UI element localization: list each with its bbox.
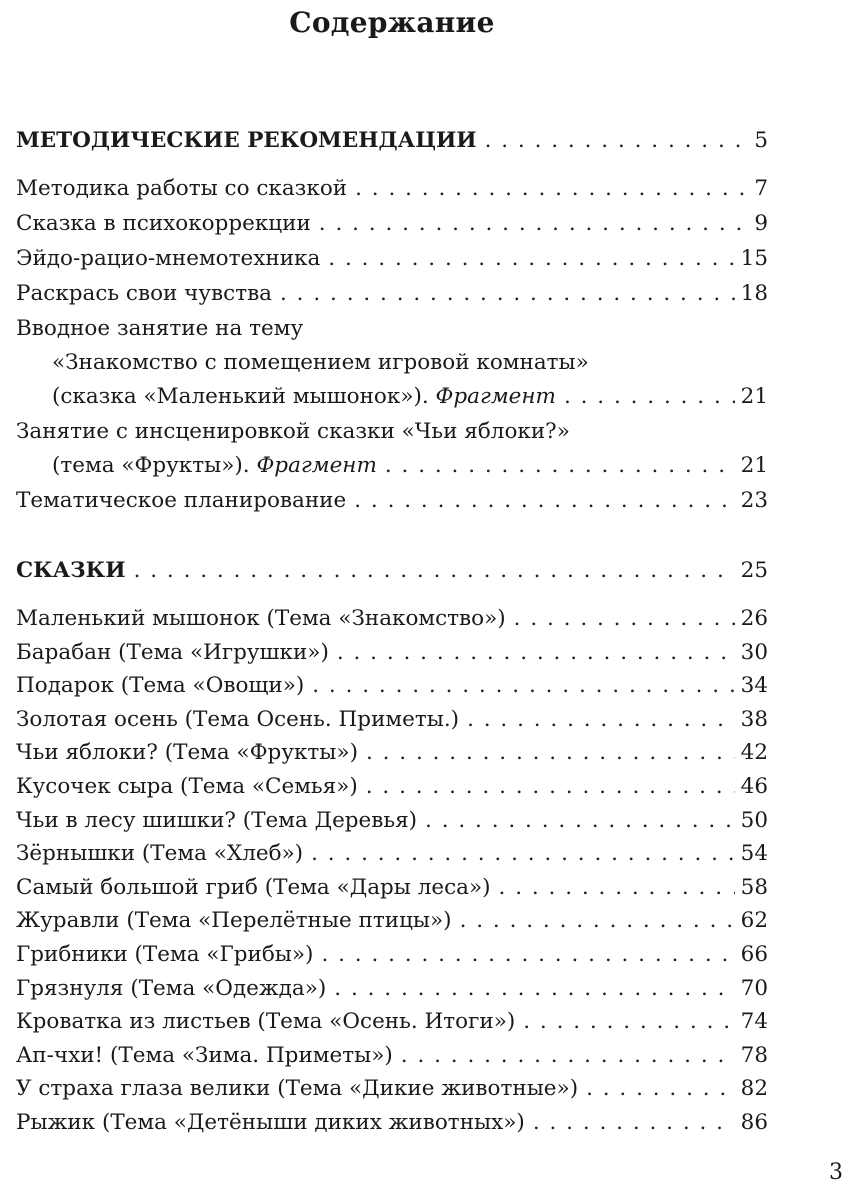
toc-entry[interactable] — [16, 1005, 768, 1039]
toc-entry-label: Зёрнышки (Тема «Хлеб») — [16, 841, 304, 867]
toc-page-number: 74 — [740, 1009, 768, 1035]
dot-leader — [499, 871, 735, 905]
dot-leader — [337, 636, 735, 670]
dot-leader — [319, 207, 749, 241]
page-title: Содержание — [289, 6, 495, 39]
toc-entry-staging-line1[interactable]: Занятие с инсценировкой сказки «Чьи яблоки?» — [16, 419, 570, 444]
dot-leader — [366, 770, 735, 804]
toc-entry[interactable] — [16, 277, 768, 311]
toc-page-number: 46 — [740, 774, 768, 799]
dot-leader — [354, 484, 734, 518]
dot-leader — [366, 736, 735, 770]
toc-entry-label: Раскрась свои чувства — [16, 281, 273, 306]
toc-entry[interactable] — [16, 1106, 768, 1140]
dot-leader — [425, 804, 735, 838]
dot-leader — [311, 837, 735, 871]
dot-leader — [280, 277, 735, 311]
toc-page-number: 86 — [740, 1110, 768, 1135]
toc-page-number: 62 — [740, 908, 768, 934]
toc-page-number: 15 — [740, 246, 768, 271]
toc-entry-label — [52, 380, 556, 414]
toc-page-number: 70 — [740, 975, 768, 1001]
dot-leader — [334, 972, 734, 1006]
toc-heading-label: СКАЗКИ — [16, 558, 126, 583]
toc-page-number: 26 — [740, 606, 768, 631]
dot-leader — [385, 449, 735, 483]
dot-leader — [485, 124, 749, 158]
toc-entry[interactable] — [16, 242, 768, 276]
toc-page-number: 34 — [740, 673, 768, 699]
toc-entry[interactable] — [16, 837, 768, 871]
dot-leader — [467, 703, 735, 737]
toc-entry-intro-line1[interactable]: Вводное занятие на тему — [16, 316, 304, 341]
toc-heading-label: МЕТОДИЧЕСКИЕ РЕКОМЕНДАЦИИ — [16, 128, 477, 153]
toc-entry-italic: Фрагмент — [435, 384, 556, 409]
toc-entry-label: Рыжик (Тема «Детёныши диких животных») — [16, 1110, 525, 1135]
toc-entry[interactable] — [16, 871, 768, 905]
dot-leader — [401, 1039, 735, 1073]
toc-section-heading-tales[interactable] — [16, 554, 768, 588]
dot-leader — [533, 1106, 735, 1140]
toc-page-number: 30 — [740, 639, 768, 665]
toc-entry-label: Грязнуля (Тема «Одежда») — [16, 975, 327, 1001]
toc-page-number: 23 — [740, 488, 768, 513]
toc-entry[interactable] — [16, 1039, 768, 1073]
dot-leader — [586, 1072, 735, 1106]
toc-entry[interactable] — [16, 602, 768, 636]
toc-entry-label: Методика работы со сказкой — [16, 176, 348, 201]
toc-entry-label: Самый большой гриб (Тема «Дары леса») — [16, 874, 491, 900]
toc-entry-intro-line3[interactable] — [16, 380, 768, 414]
toc-entry[interactable] — [16, 172, 768, 206]
toc-entry-label: Сказка в психокоррекции — [16, 211, 311, 236]
toc-entry[interactable] — [16, 770, 768, 804]
toc-page-number: 38 — [740, 706, 768, 732]
toc-entry-intro-line2[interactable]: «Знакомство с помещением игровой комнаты» — [52, 350, 589, 375]
toc-entry-label: Барабан (Тема «Игрушки») — [16, 639, 329, 665]
toc-entry[interactable] — [16, 938, 768, 972]
toc-entry[interactable] — [16, 904, 768, 938]
toc-page-number: 78 — [740, 1042, 768, 1068]
toc-entry-label — [52, 449, 377, 483]
toc-page-number: 58 — [740, 874, 768, 900]
toc-entry-italic: Фрагмент — [256, 453, 377, 478]
toc-entry[interactable] — [16, 636, 768, 670]
toc-entry-label: Грибники (Тема «Грибы») — [16, 942, 314, 967]
toc-page-number: 7 — [754, 176, 768, 201]
dot-leader — [134, 554, 735, 588]
toc-page-number: 18 — [740, 281, 768, 306]
dot-leader — [328, 242, 734, 276]
toc-entry-label: Эйдо-рацио-мнемотехника — [16, 246, 321, 271]
toc-page-number: 82 — [740, 1076, 768, 1102]
toc-section-heading-methodology[interactable] — [16, 124, 768, 158]
toc-page-number: 21 — [740, 384, 768, 409]
toc-page-number: 50 — [740, 807, 768, 833]
toc-page-number: 9 — [754, 211, 768, 236]
toc-entry-label: Подарок (Тема «Овощи») — [16, 673, 305, 699]
page-number: 3 — [829, 1160, 843, 1185]
toc-entry[interactable] — [16, 207, 768, 241]
dot-leader — [523, 1005, 734, 1039]
toc-entry[interactable] — [16, 804, 768, 838]
dot-leader — [321, 938, 734, 972]
toc-entry[interactable] — [16, 484, 768, 518]
toc-entry[interactable] — [16, 1072, 768, 1106]
toc-entry-label: У страха глаза велики (Тема «Дикие животные») — [16, 1076, 579, 1102]
toc-page-number: 66 — [740, 942, 768, 967]
dot-leader — [355, 172, 748, 206]
toc-page-number: 21 — [740, 453, 768, 478]
toc-entry-label: Кусочек сыра (Тема «Семья») — [16, 774, 358, 799]
toc-entry-text: (сказка «Маленький мышонок»). — [52, 384, 436, 409]
dot-leader — [564, 380, 735, 414]
toc-entry[interactable] — [16, 736, 768, 770]
toc-entry-label: Маленький мышонок (Тема «Знакомство») — [16, 606, 506, 631]
toc-page-number: 5 — [754, 128, 768, 153]
toc-entry[interactable] — [16, 669, 768, 703]
toc-entry-label: Кроватка из листьев (Тема «Осень. Итоги») — [16, 1009, 516, 1035]
toc-entry-text: (тема «Фрукты»). — [52, 453, 257, 478]
dot-leader — [460, 904, 735, 938]
toc-entry-label: Чьи в лесу шишки? (Тема Деревья) — [16, 807, 418, 833]
toc-entry[interactable] — [16, 703, 768, 737]
dot-leader — [514, 602, 735, 636]
toc-entry-label: Чьи яблоки? (Тема «Фрукты») — [16, 740, 358, 766]
toc-page-number: 25 — [740, 558, 768, 583]
toc-entry-label: Ап-чхи! (Тема «Зима. Приметы») — [16, 1042, 393, 1068]
toc-entry-label: Тематическое планирование — [16, 488, 347, 513]
toc-entry[interactable] — [16, 972, 768, 1006]
toc-entry-label: Золотая осень (Тема Осень. Приметы.) — [16, 706, 460, 732]
toc-entry-label: Журавли (Тема «Перелётные птицы») — [16, 908, 452, 934]
toc-page-number: 42 — [740, 740, 768, 766]
toc-entry-staging-line2[interactable] — [16, 449, 768, 483]
toc-page-number: 54 — [740, 841, 768, 867]
dot-leader — [312, 669, 734, 703]
